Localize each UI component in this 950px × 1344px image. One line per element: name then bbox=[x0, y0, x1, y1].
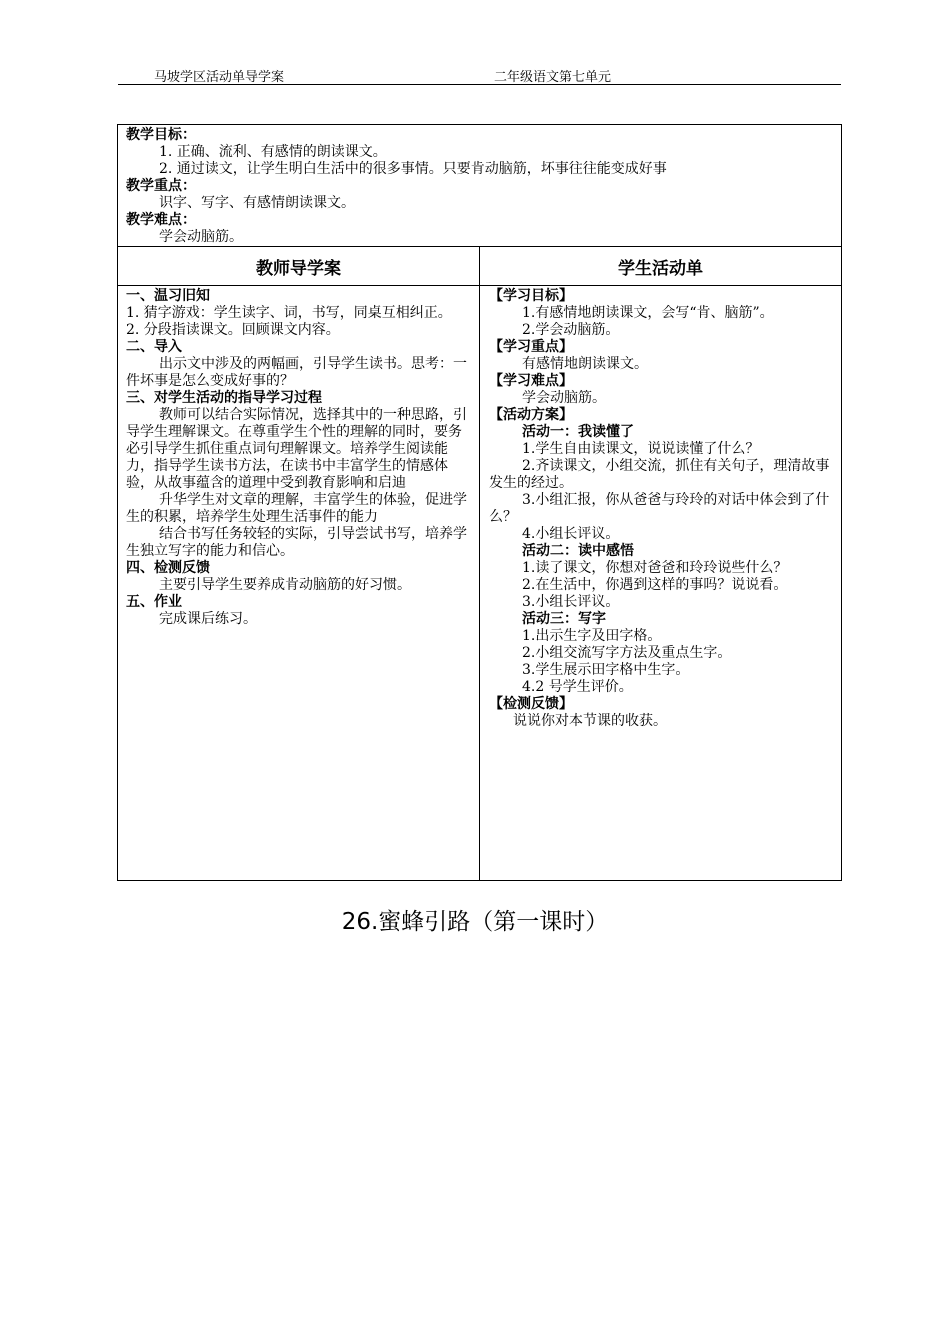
difficulty-text: 学会动脑筋。 bbox=[159, 229, 243, 245]
activity-1-item: 3.小组汇报，你从爸爸与玲玲的对话中体会到了什么？ bbox=[489, 492, 830, 525]
activity-3-title: 活动三：写字 bbox=[522, 611, 606, 627]
teacher-s5-title: 五、作业 bbox=[126, 594, 182, 610]
goal-1: 1. 正确、流利、有感情的朗读课文。 bbox=[159, 144, 387, 160]
page-title: 26.蜜蜂引路（第一课时） bbox=[341, 909, 609, 935]
student-goal-title: 【学习目标】 bbox=[489, 288, 573, 304]
page-header bbox=[118, 64, 841, 85]
teacher-column-header: 教师导学案 bbox=[118, 247, 480, 286]
header-school: 马坡学区活动单导学案 bbox=[154, 70, 285, 85]
teacher-s2-title: 二、导入 bbox=[126, 339, 182, 355]
teacher-s1-item: 1. 猜字游戏：学生读字、词，书写，同桌互相纠正。 bbox=[126, 305, 452, 321]
student-check-title: 【检测反馈】 bbox=[489, 696, 573, 712]
difficulty-label: 教学难点： bbox=[126, 212, 196, 228]
teacher-s2-text: 出示文中涉及的两幅画，引导学生读书。思考：一件坏事是怎么变成好事的？ bbox=[126, 356, 467, 389]
student-plan-title: 【活动方案】 bbox=[489, 407, 573, 423]
activity-1-item: 2.齐读课文，小组交流，抓住有关句子，理清故事发生的经过。 bbox=[489, 458, 830, 491]
activity-2-title: 活动二：读中感悟 bbox=[522, 543, 634, 559]
teacher-s4-title: 四、检测反馈 bbox=[126, 560, 210, 576]
focus-label: 教学重点： bbox=[126, 178, 196, 194]
teacher-s3-para: 升华学生对文章的理解，丰富学生的体验，促进学生的积累，培养学生处理生活事件的能力 bbox=[126, 492, 467, 525]
teacher-s1-item: 2. 分段指读课文。回顾课文内容。 bbox=[126, 322, 340, 338]
goal-label: 教学目标： bbox=[126, 127, 196, 143]
activity-2-item: 1.读了课文，你想对爸爸和玲玲说些什么？ bbox=[522, 560, 788, 576]
teacher-s5-text: 完成课后练习。 bbox=[159, 611, 257, 627]
activity-1-title: 活动一：我读懂了 bbox=[522, 424, 634, 440]
teacher-s3-para: 教师可以结合实际情况，选择其中的一种思路，引导学生理解课文。在尊重学生个性的理解的同时，要务必引导学生抓住重点词句理解课文。培养学生阅读能力，指导学生读书方法，在读书中丰富学生的情感体验，从故事蕴含的道理中受到教育影响和启迪 bbox=[126, 407, 467, 491]
activity-3-item: 4.2 号学生评价。 bbox=[522, 679, 633, 695]
student-check-text: 说说你对本节课的收获。 bbox=[513, 713, 667, 729]
student-focus-text: 有感情地朗读课文。 bbox=[522, 356, 648, 372]
teacher-s3-title: 三、对学生活动的指导学习过程 bbox=[126, 390, 322, 406]
header-unit: 二年级语文第七单元 bbox=[494, 70, 612, 85]
activity-2-item: 3.小组长评议。 bbox=[522, 594, 620, 610]
student-difficulty-text: 学会动脑筋。 bbox=[522, 390, 606, 406]
student-focus-title: 【学习重点】 bbox=[489, 339, 573, 355]
student-activity-cell bbox=[480, 286, 842, 881]
activity-3-item: 3.学生展示田字格中生字。 bbox=[522, 662, 690, 678]
activity-1-item: 1.学生自由读课文，说说读懂了什么？ bbox=[522, 441, 760, 457]
focus-text: 识字、写字、有感情朗读课文。 bbox=[159, 195, 355, 211]
student-column-header: 学生活动单 bbox=[480, 247, 842, 286]
activity-1-item: 4.小组长评议。 bbox=[522, 526, 620, 542]
activity-3-item: 2.小组交流写字方法及重点生字。 bbox=[522, 645, 732, 661]
teacher-s3-para: 结合书写任务较轻的实际，引导尝试书写，培养学生独立写字的能力和信心。 bbox=[126, 526, 467, 559]
teacher-s1-title: 一、温习旧知 bbox=[126, 288, 210, 304]
goal-2: 2. 通过读文，让学生明白生活中的很多事情。只要肯动脑筋，坏事往往能变成好事 bbox=[159, 161, 667, 177]
activity-2-item: 2.在生活中，你遇到这样的事吗？说说看。 bbox=[522, 577, 788, 593]
objectives-cell bbox=[118, 125, 842, 247]
teacher-s4-text: 主要引导学生要养成肯动脑筋的好习惯。 bbox=[159, 577, 411, 593]
lesson-plan-table bbox=[117, 124, 842, 881]
student-difficulty-title: 【学习难点】 bbox=[489, 373, 573, 389]
teacher-guide-cell bbox=[118, 286, 480, 881]
student-goal-item: 1.有感情地朗读课文，会写“肯、脑筋”。 bbox=[522, 305, 774, 321]
activity-3-item: 1.出示生字及田字格。 bbox=[522, 628, 662, 644]
student-goal-item: 2.学会动脑筋。 bbox=[522, 322, 620, 338]
